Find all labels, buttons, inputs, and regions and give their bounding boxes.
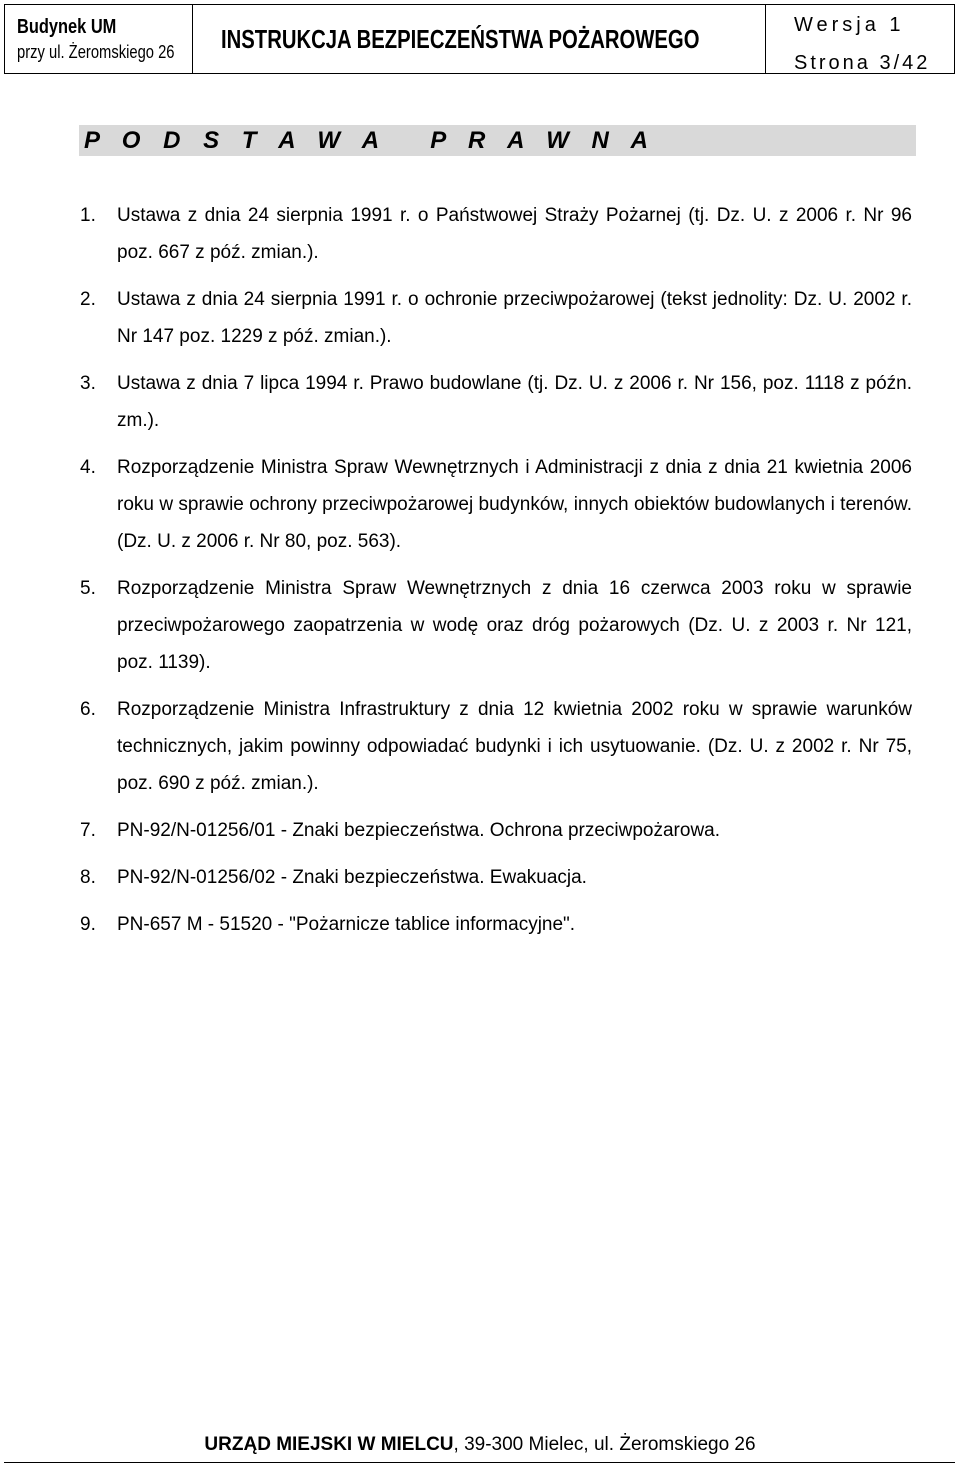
list-item (80, 812, 912, 849)
document-title: INSTRUKCJA BEZPIECZEŃSTWA POŻAROWEGO (221, 23, 700, 54)
building-address: przy ul. Żeromskiego 26 (17, 42, 175, 62)
list-item (80, 859, 912, 896)
legal-basis-list (80, 197, 912, 953)
header-title-cell (193, 5, 766, 73)
page-number: Strona 3/42 (794, 52, 931, 74)
list-item (80, 197, 912, 271)
item-number: 9. (80, 914, 96, 935)
item-text: Ustawa z dnia 24 sierpnia 1991 r. o ochronie przeciwpożarowej (tekst jednolity: Dz. U. 2002 r. Nr 147 poz. 1229 z póź. zmian.). (117, 289, 912, 347)
item-number: 6. (80, 699, 96, 720)
list-item (80, 906, 912, 943)
item-number: 8. (80, 867, 96, 888)
item-number: 3. (80, 373, 96, 394)
building-name: Budynek UM (17, 16, 117, 38)
item-number: 1. (80, 205, 96, 226)
page-header (4, 4, 955, 74)
header-version-cell (766, 5, 954, 73)
item-text: Ustawa z dnia 7 lipca 1994 r. Prawo budowlane (tj. Dz. U. z 2006 r. Nr 156, poz. 1118 z późn. zm.). (117, 373, 912, 431)
list-item (80, 449, 912, 560)
page-footer (0, 1434, 960, 1456)
item-text: Rozporządzenie Ministra Infrastruktury z dnia 12 kwietnia 2002 roku w sprawie warunków technicznych, jakim powinny odpowiadać budynki i ich usytuowanie. (Dz. U. z 2002 r. Nr 75, poz. 690 z póź. zmian.). (117, 699, 912, 794)
item-text: PN-657 M - 51520 - "Pożarnicze tablice informacyjne". (117, 914, 576, 935)
section-title: P O D S T A W A P R A W N A (84, 127, 656, 154)
list-item (80, 365, 912, 439)
section-heading (79, 125, 916, 156)
item-text: Rozporządzenie Ministra Spraw Wewnętrznych z dnia 16 czerwca 2003 roku w sprawie przeciwpożarowego zaopatrzenia w wodę oraz dróg pożarowych (Dz. U. z 2003 r. Nr 121, poz. 1139). (117, 578, 912, 673)
item-text: Rozporządzenie Ministra Spraw Wewnętrznych i Administracji z dnia z dnia 21 kwietnia 2006 roku w sprawie ochrony przeciwpożarowej budynków, innych obiektów budowlanych i terenów. (Dz. U. z 2006 r. Nr 80, poz. 563). (117, 457, 912, 552)
item-number: 5. (80, 578, 96, 599)
list-item (80, 570, 912, 681)
list-item (80, 691, 912, 802)
item-number: 7. (80, 820, 96, 841)
footer-office: URZĄD MIEJSKI W MIELCU (204, 1434, 454, 1455)
footer-divider (4, 1462, 955, 1463)
item-text: PN-92/N-01256/01 - Znaki bezpieczeństwa. Ochrona przeciwpożarowa. (117, 820, 721, 841)
item-text: PN-92/N-01256/02 - Znaki bezpieczeństwa. Ewakuacja. (117, 867, 587, 888)
footer-address: , 39-300 Mielec, ul. Żeromskiego 26 (453, 1434, 756, 1455)
item-text: Ustawa z dnia 24 sierpnia 1991 r. o Państwowej Straży Pożarnej (tj. Dz. U. z 2006 r. Nr 96 poz. 667 z póź. zmian.). (117, 205, 912, 263)
item-number: 2. (80, 289, 96, 310)
header-building-cell (5, 5, 193, 73)
item-number: 4. (80, 457, 96, 478)
version-label: Wersja 1 (794, 14, 905, 36)
list-item (80, 281, 912, 355)
